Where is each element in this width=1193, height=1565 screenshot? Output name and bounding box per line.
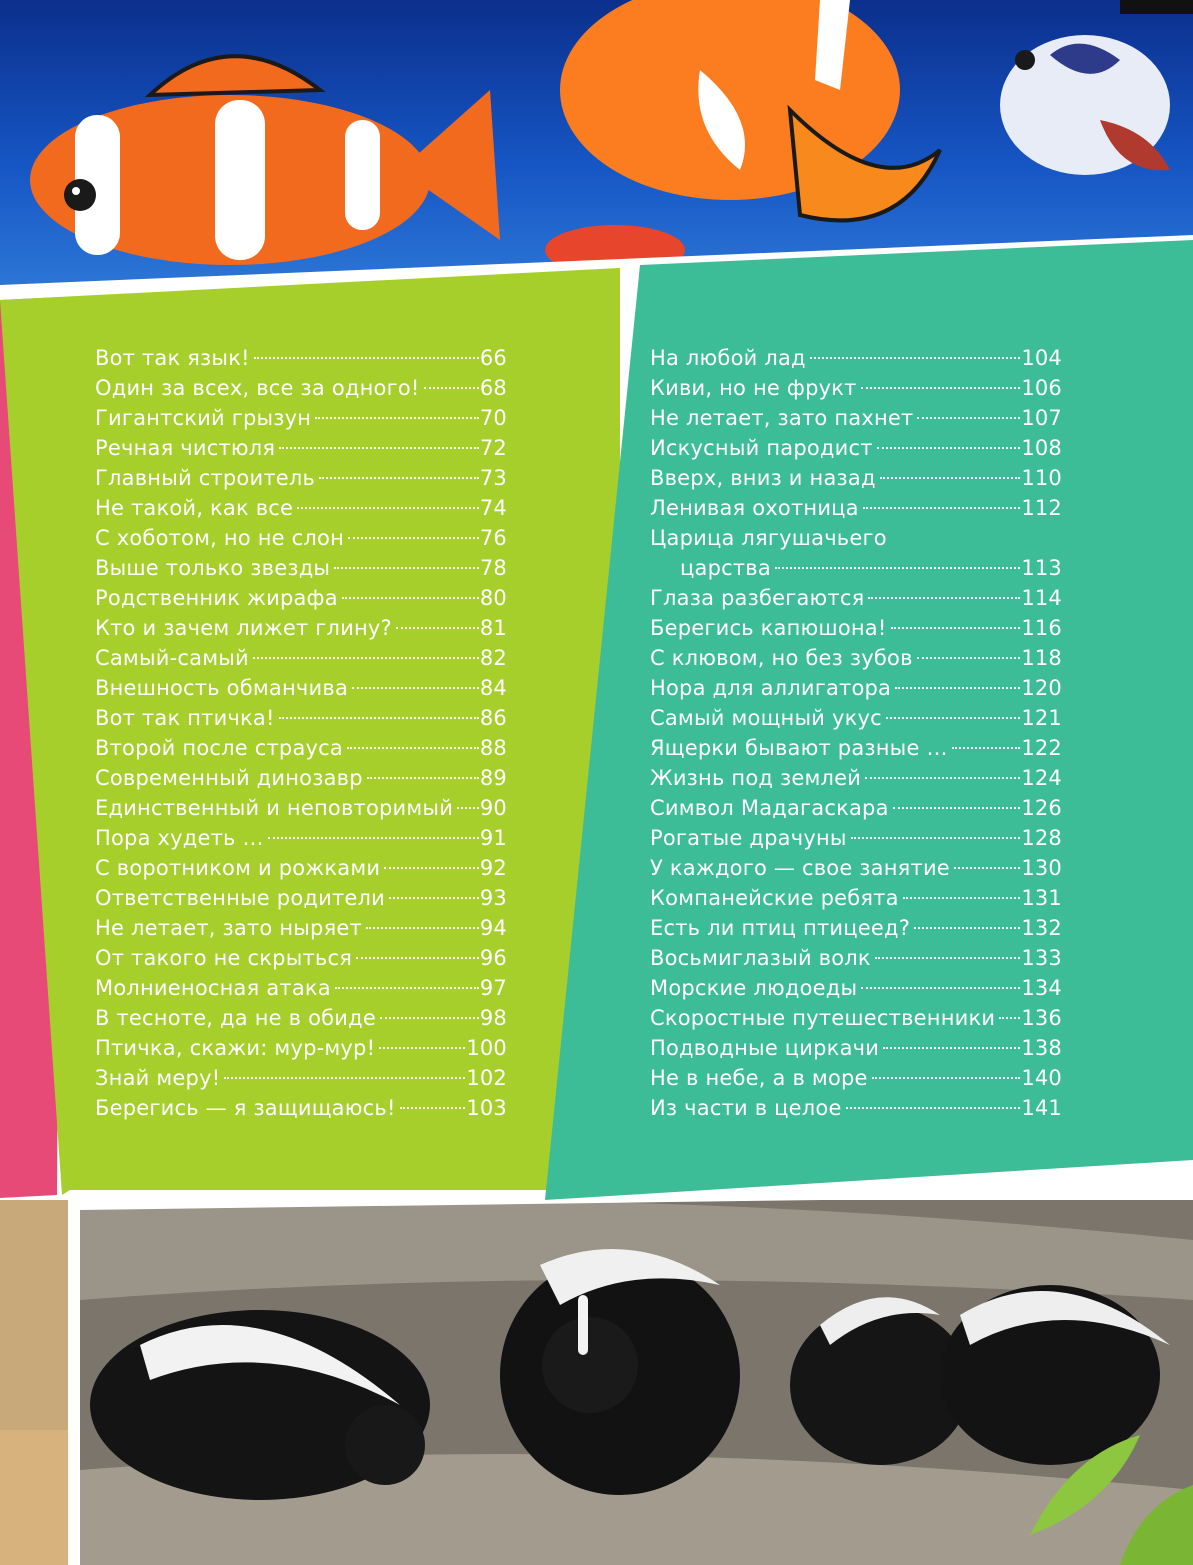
- toc-entry-title: Современный динозавр: [95, 766, 363, 790]
- toc-leader-dots: [352, 682, 479, 689]
- toc-entry-title: На любой лад: [650, 346, 806, 370]
- toc-entry: [95, 1003, 507, 1033]
- toc-page-number: 141: [1021, 1096, 1062, 1120]
- toc-leader-dots: [279, 712, 479, 719]
- toc-entry-title: Один за всех, все за одного!: [95, 376, 420, 400]
- toc-entry-title: Вверх, вниз и назад: [650, 466, 876, 490]
- toc-entry-title: Главный строитель: [95, 466, 316, 490]
- toc-entry-title: Не такой, как все: [95, 496, 294, 520]
- toc-page-number: 89: [479, 766, 507, 790]
- toc-entry: [95, 733, 507, 763]
- toc-entry: [95, 343, 507, 373]
- toc-entry-title: Не летает, зато пахнет: [650, 406, 914, 430]
- toc-leader-dots: [380, 1012, 479, 1019]
- toc-entry-title: Выше только звезды: [95, 556, 331, 580]
- toc-entry: [650, 1063, 1062, 1093]
- toc-entry-title: царства: [680, 556, 771, 580]
- toc-entry: [95, 433, 507, 463]
- toc-entry-title: Морские людоеды: [650, 976, 858, 1000]
- toc-entry-title: От такого не скрыться: [95, 946, 353, 970]
- toc-page-number: 78: [479, 556, 507, 580]
- toc-leader-dots: [875, 952, 1021, 959]
- toc-entry-title: Самый мощный укус: [650, 706, 882, 730]
- toc-page-number: 94: [479, 916, 507, 940]
- toc-page-number: 136: [1021, 1006, 1062, 1030]
- toc-page-number: 114: [1021, 586, 1062, 610]
- toc-page-number: 92: [479, 856, 507, 880]
- toc-leader-dots: [254, 352, 479, 359]
- toc-entry: [650, 793, 1062, 823]
- toc-leader-dots: [895, 682, 1020, 689]
- toc-entry: [95, 823, 507, 853]
- toc-entry-title: Из части в целое: [650, 1096, 842, 1120]
- toc-entry: [650, 1003, 1062, 1033]
- toc-entry: [650, 613, 1062, 643]
- toc-entry: [95, 973, 507, 1003]
- toc-leader-dots: [379, 1042, 465, 1049]
- toc-page-number: 70: [479, 406, 507, 430]
- toc-page-number: 97: [479, 976, 507, 1000]
- toc-entry: [650, 703, 1062, 733]
- toc-entry: [95, 943, 507, 973]
- toc-entry-title: Компанейские ребята: [650, 886, 899, 910]
- toc-leader-dots: [347, 742, 479, 749]
- toc-entry-title: Искусный пародист: [650, 436, 873, 460]
- toc-entry-title: Есть ли птиц птицеед?: [650, 916, 911, 940]
- toc-leader-dots: [775, 562, 1020, 569]
- toc-leader-dots: [384, 862, 479, 869]
- toc-entry: [650, 973, 1062, 1003]
- toc-entry-title: Гигантский грызун: [95, 406, 312, 430]
- toc-leader-dots: [297, 502, 479, 509]
- toc-entry-title: С воротником и рожками: [95, 856, 381, 880]
- toc-entry: [650, 373, 1062, 403]
- toc-leader-dots: [810, 352, 1021, 359]
- toc-leader-dots: [334, 562, 479, 569]
- toc-entry: [95, 913, 507, 943]
- toc-leader-dots: [883, 1042, 1020, 1049]
- toc-entry: [650, 913, 1062, 943]
- toc-page-number: 106: [1021, 376, 1062, 400]
- toc-leader-dots: [917, 412, 1020, 419]
- toc-page-number: 132: [1021, 916, 1062, 940]
- toc-page-number: 80: [479, 586, 507, 610]
- toc-page-number: 113: [1021, 556, 1062, 580]
- toc-page-number: 120: [1021, 676, 1062, 700]
- toc-page-number: 84: [479, 676, 507, 700]
- toc-entry-title: Знай меру!: [95, 1066, 221, 1090]
- toc-entry-title: Подводные циркачи: [650, 1036, 880, 1060]
- toc-page-number: 76: [479, 526, 507, 550]
- toc-page-number: 112: [1021, 496, 1062, 520]
- toc-entry: [650, 853, 1062, 883]
- toc-leader-dots: [903, 892, 1021, 899]
- toc-leader-dots: [389, 892, 479, 899]
- toc-leader-dots: [863, 502, 1021, 509]
- toc-leader-dots: [846, 1102, 1021, 1109]
- toc-entry: [650, 763, 1062, 793]
- toc-entry-title: Киви, но не фрукт: [650, 376, 857, 400]
- skunks-photo-overlay: [0, 1200, 1193, 1565]
- toc-page-number: 72: [479, 436, 507, 460]
- toc-entry: [650, 433, 1062, 463]
- toc-leader-dots: [861, 982, 1020, 989]
- toc-entry-title: С клювом, но без зубов: [650, 646, 913, 670]
- toc-page-number: 98: [479, 1006, 507, 1030]
- toc-entry-title: Ленивая охотница: [650, 496, 859, 520]
- toc-page-number: 74: [479, 496, 507, 520]
- toc-leader-dots: [224, 1072, 465, 1079]
- toc-entry-title: Родственник жирафа: [95, 586, 338, 610]
- toc-entry-title: Внешность обманчива: [95, 676, 349, 700]
- toc-page-number: 121: [1021, 706, 1062, 730]
- toc-entry-title: Восьмиглазый волк: [650, 946, 871, 970]
- toc-page-number: 73: [479, 466, 507, 490]
- toc-leader-dots: [424, 382, 479, 389]
- toc-page-number: 118: [1021, 646, 1062, 670]
- toc-entry-title: Самый-самый: [95, 646, 249, 670]
- toc-page-number: 100: [466, 1036, 507, 1060]
- toc-entry: [650, 403, 1062, 433]
- toc-entry-title: Жизнь под землей: [650, 766, 862, 790]
- toc-page-number: 96: [479, 946, 507, 970]
- toc-entry: [95, 1033, 507, 1063]
- toc-entry-title: Символ Мадагаскара: [650, 796, 889, 820]
- toc-entry-title: Второй после страуса: [95, 736, 343, 760]
- toc-entry: [95, 553, 507, 583]
- toc-entry: [95, 1063, 507, 1093]
- toc-page-number: 81: [479, 616, 507, 640]
- toc-entry: [650, 823, 1062, 853]
- toc-entry-title: Молниеносная атака: [95, 976, 331, 1000]
- toc-entry-title: Речная чистюля: [95, 436, 276, 460]
- toc-entry-title: Ответственные родители: [95, 886, 385, 910]
- toc-leader-dots: [268, 832, 479, 839]
- toc-entry: [95, 613, 507, 643]
- toc-page-number: 133: [1021, 946, 1062, 970]
- toc-page-number: 138: [1021, 1036, 1062, 1060]
- toc-left-column: [95, 343, 507, 1123]
- toc-entry: [650, 553, 1062, 583]
- toc-right-column: [650, 343, 1062, 1123]
- toc-page-number: 134: [1021, 976, 1062, 1000]
- toc-entry: [650, 463, 1062, 493]
- toc-entry: [95, 763, 507, 793]
- toc-page-number: 88: [479, 736, 507, 760]
- toc-entry: [650, 943, 1062, 973]
- toc-entry-title: Не летает, зато ныряет: [95, 916, 362, 940]
- toc-page-number: 110: [1021, 466, 1062, 490]
- toc-leader-dots: [396, 622, 479, 629]
- toc-page-number: 107: [1021, 406, 1062, 430]
- toc-leader-dots: [319, 472, 479, 479]
- toc-page-number: 86: [479, 706, 507, 730]
- toc-leader-dots: [366, 922, 479, 929]
- toc-page-number: 93: [479, 886, 507, 910]
- toc-entry-title: Вот так язык!: [95, 346, 250, 370]
- toc-leader-dots: [342, 592, 479, 599]
- toc-entry-title: У каждого — свое занятие: [650, 856, 950, 880]
- toc-leader-dots: [861, 382, 1021, 389]
- toc-page-number: 131: [1021, 886, 1062, 910]
- toc-leader-dots: [367, 772, 479, 779]
- toc-leader-dots: [893, 802, 1021, 809]
- bottom-photo-frame: [0, 1200, 1193, 1565]
- toc-entry-title: Единственный и неповторимый: [95, 796, 454, 820]
- toc-page-number: 91: [479, 826, 507, 850]
- toc-page-number: 126: [1021, 796, 1062, 820]
- toc-entry: [95, 643, 507, 673]
- toc-entry-title: Кто и зачем лижет глину?: [95, 616, 392, 640]
- toc-entry: [95, 883, 507, 913]
- toc-leader-dots: [952, 742, 1021, 749]
- toc-entry: [95, 1093, 507, 1123]
- toc-leader-dots: [868, 592, 1020, 599]
- toc-entry: [650, 1093, 1062, 1123]
- toc-entry-title: Не в небе, а в море: [650, 1066, 868, 1090]
- toc-entry-title: Вот так птичка!: [95, 706, 275, 730]
- toc-entry-title: Пора худеть …: [95, 826, 264, 850]
- toc-page-number: 103: [466, 1096, 507, 1120]
- toc-leader-dots: [851, 832, 1021, 839]
- toc-leader-dots: [872, 1072, 1021, 1079]
- toc-page-number: 68: [479, 376, 507, 400]
- toc-entry: [650, 733, 1062, 763]
- toc-leader-dots: [891, 622, 1021, 629]
- toc-entry: [95, 523, 507, 553]
- toc-entry-title: Нора для аллигатора: [650, 676, 892, 700]
- toc-page-number: 130: [1021, 856, 1062, 880]
- toc-entry: [650, 883, 1062, 913]
- toc-page-number: 140: [1021, 1066, 1062, 1090]
- toc-entry-title: Берегись — я защищаюсь!: [95, 1096, 396, 1120]
- toc-entry: [95, 853, 507, 883]
- toc-page-number: 128: [1021, 826, 1062, 850]
- toc-page-number: 90: [479, 796, 507, 820]
- toc-entry: [95, 793, 507, 823]
- toc-leader-dots: [315, 412, 479, 419]
- toc-entry: [650, 643, 1062, 673]
- toc-page-number: 124: [1021, 766, 1062, 790]
- toc-page-number: 116: [1021, 616, 1062, 640]
- toc-entry: [650, 673, 1062, 703]
- toc-entry: [95, 463, 507, 493]
- toc-leader-dots: [279, 442, 479, 449]
- toc-entry: [650, 523, 1062, 553]
- toc-entry: [650, 343, 1062, 373]
- toc-leader-dots: [865, 772, 1020, 779]
- toc-page-number: 122: [1021, 736, 1062, 760]
- toc-page-number: 104: [1021, 346, 1062, 370]
- toc-leader-dots: [348, 532, 479, 539]
- toc-entry: [95, 703, 507, 733]
- toc-entry-title: Рогатые драчуны: [650, 826, 847, 850]
- toc-leader-dots: [914, 922, 1020, 929]
- toc-leader-dots: [880, 472, 1021, 479]
- toc-entry: [650, 493, 1062, 523]
- toc-page-number: 108: [1021, 436, 1062, 460]
- toc-entry-title: Глаза разбегаются: [650, 586, 865, 610]
- toc-entry-title: Скоростные путешественники: [650, 1006, 996, 1030]
- toc-entry: [95, 373, 507, 403]
- toc-leader-dots: [877, 442, 1021, 449]
- toc-entry: [95, 583, 507, 613]
- toc-entry: [650, 583, 1062, 613]
- toc-entry-title: Ящерки бывают разные …: [650, 736, 948, 760]
- toc-entry-title: С хоботом, но не слон: [95, 526, 345, 550]
- toc-entry-title: Берегись капюшона!: [650, 616, 887, 640]
- toc-leader-dots: [335, 982, 479, 989]
- toc-page-number: 66: [479, 346, 507, 370]
- toc-leader-dots: [457, 802, 479, 809]
- toc-leader-dots: [253, 652, 479, 659]
- toc-entry-title: Царица лягушачьего: [650, 526, 887, 550]
- toc-leader-dots: [356, 952, 479, 959]
- toc-entry: [95, 493, 507, 523]
- toc-leader-dots: [999, 1012, 1020, 1019]
- toc-entry: [650, 1033, 1062, 1063]
- toc-page-number: 82: [479, 646, 507, 670]
- toc-entry-title: В тесноте, да не в обиде: [95, 1006, 376, 1030]
- toc-leader-dots: [917, 652, 1021, 659]
- toc-leader-dots: [400, 1102, 466, 1109]
- toc-leader-dots: [954, 862, 1020, 869]
- toc-entry: [95, 673, 507, 703]
- toc-entry: [95, 403, 507, 433]
- toc-page-number: 102: [466, 1066, 507, 1090]
- toc-entry-title: Птичка, скажи: мур-мур!: [95, 1036, 376, 1060]
- toc-leader-dots: [886, 712, 1020, 719]
